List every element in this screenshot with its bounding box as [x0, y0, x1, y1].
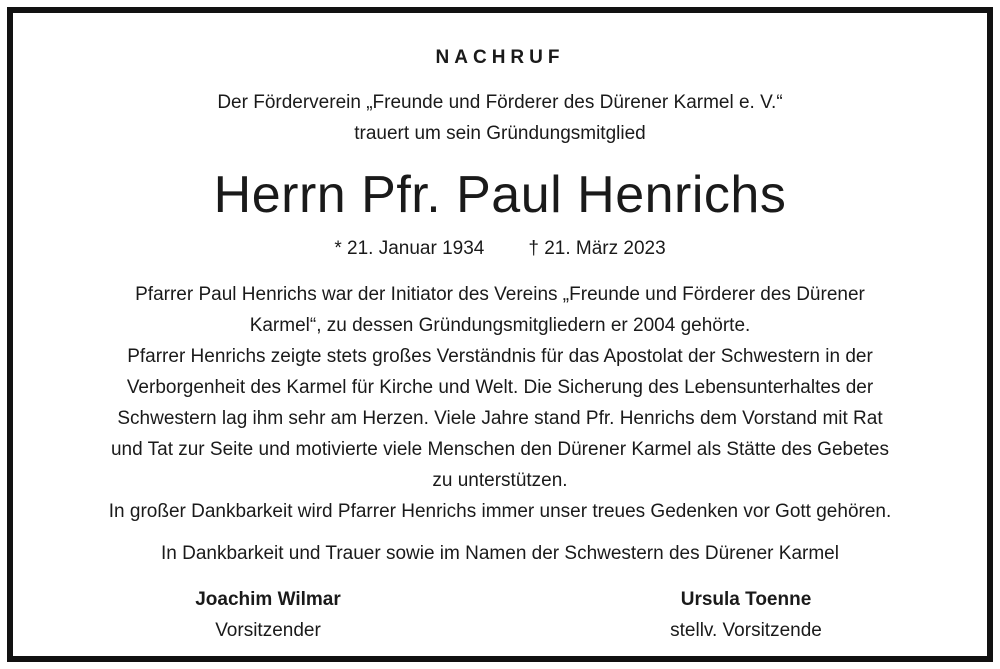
intro-line: trauert um sein Gründungsmitglied — [354, 123, 646, 144]
death-date: † 21. März 2023 — [528, 238, 666, 259]
signatory-name: Joachim Wilmar — [195, 589, 341, 610]
signatory-chair — [108, 584, 428, 646]
text-line: In großer Dankbarkeit wird Pfarrer Henrichs immer unser treues Gedenken vor Gott gehören. — [108, 501, 892, 522]
obituary-frame — [7, 7, 993, 662]
text-line: Schwestern lag ihm sehr am Herzen. Viele Jahre stand Pfr. Henrichs dem Vorstand mit Rat — [117, 408, 883, 429]
deceased-name: Herrn Pfr. Paul Henrichs — [213, 166, 787, 224]
signatory-deputy — [586, 584, 906, 646]
intro-line: Der Förderverein „Freunde und Förderer des Dürener Karmel e. V.“ — [217, 92, 783, 113]
obituary-content — [13, 13, 987, 656]
signatory-name: Ursula Toenne — [680, 589, 812, 610]
signatory-role: stellv. Vorsitzende — [670, 620, 822, 641]
text-line: Pfarrer Paul Henrichs war der Initiator des Vereins „Freunde und Förderer des Dürener — [135, 284, 865, 305]
obituary-text — [13, 279, 987, 527]
text-line: Pfarrer Henrichs zeigte stets großes Verständnis für das Apostolat der Schwestern in der — [127, 346, 873, 367]
text-line: Karmel“, zu dessen Gründungsmitgliedern er 2004 gehörte. — [249, 315, 751, 336]
intro — [13, 87, 987, 149]
text-line: Verborgenheit des Karmel für Kirche und Welt. Die Sicherung des Lebensunterhaltes der — [126, 377, 874, 398]
life-dates — [13, 234, 987, 264]
heading: NACHRUF — [435, 47, 565, 68]
text-line: zu unterstützen. — [432, 470, 568, 491]
birth-date: * 21. Januar 1934 — [334, 238, 485, 259]
text-line: und Tat zur Seite und motivierte viele Menschen den Dürener Karmel als Stätte des Gebetes — [110, 439, 890, 460]
closing-line: In Dankbarkeit und Trauer sowie im Namen der Schwestern des Dürener Karmel — [161, 543, 839, 564]
signatory-role: Vorsitzender — [215, 620, 321, 641]
